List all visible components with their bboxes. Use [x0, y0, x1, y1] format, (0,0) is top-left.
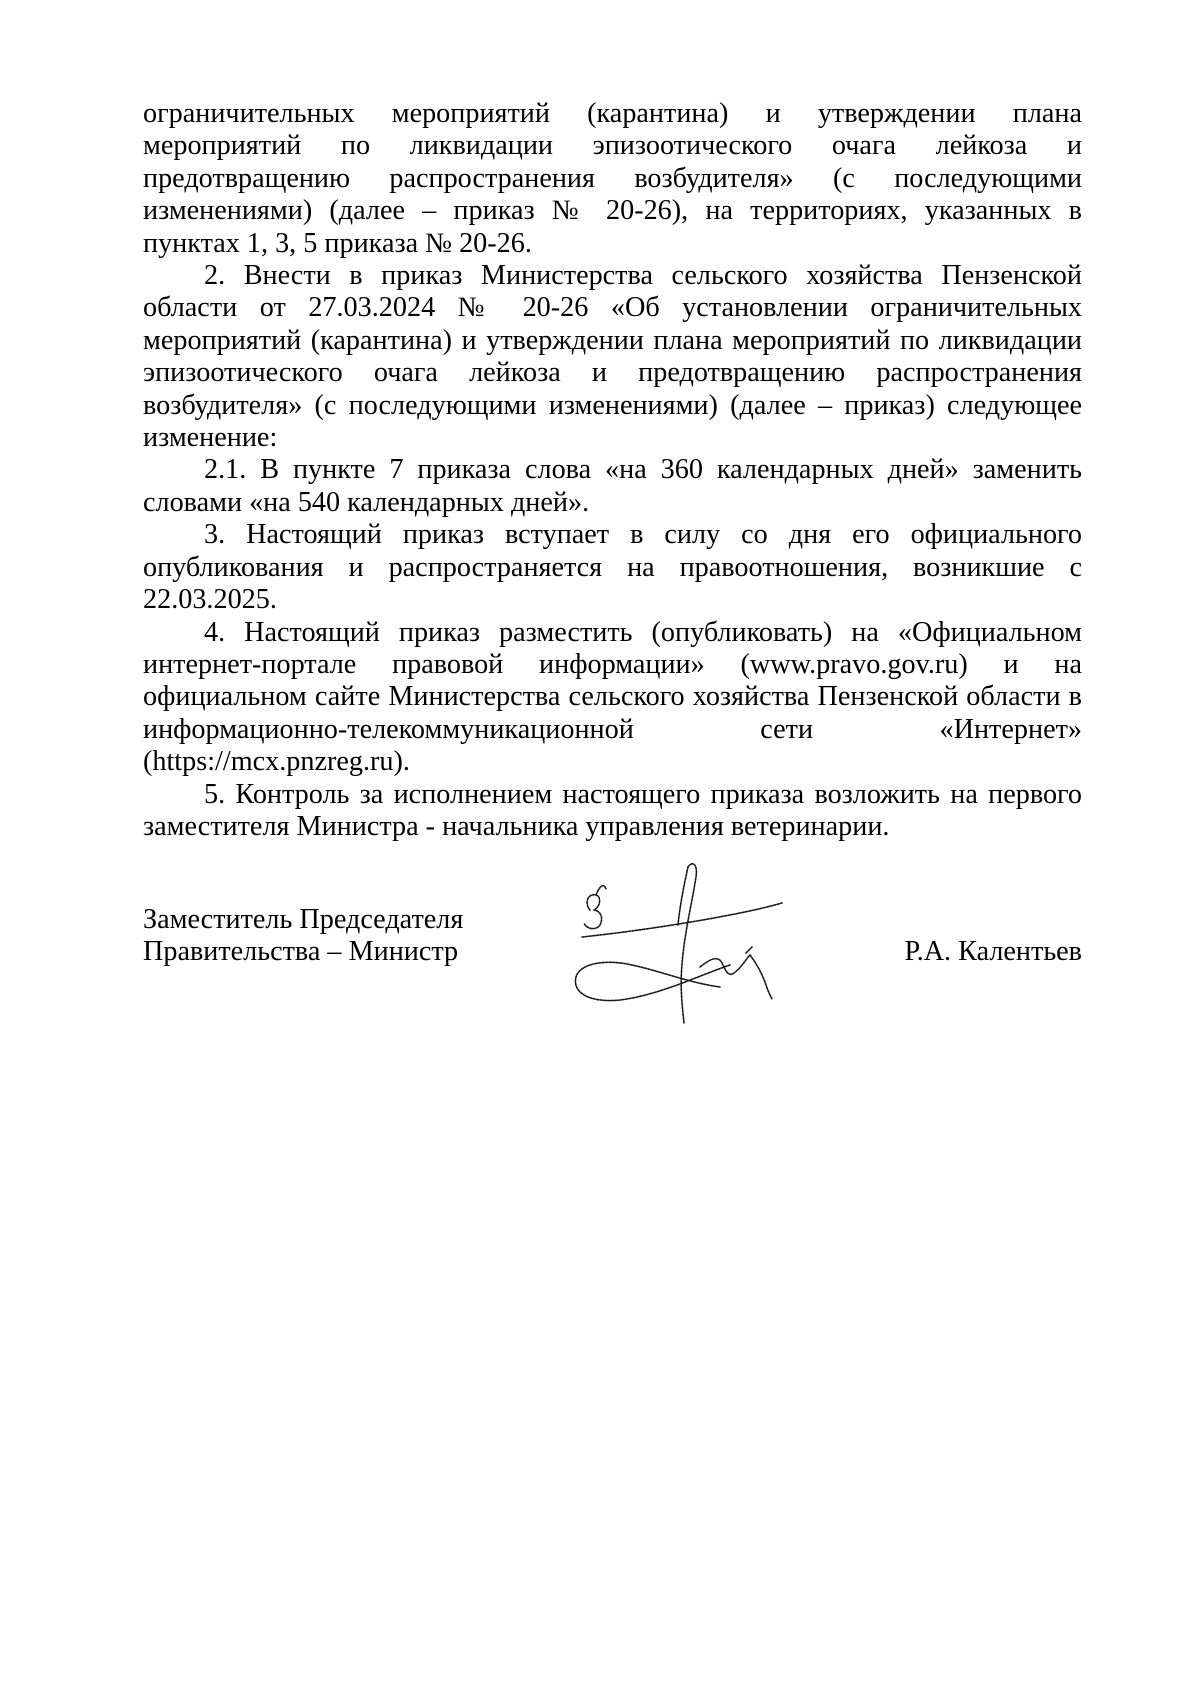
signer-name: Р.А. Калентьев: [904, 936, 1082, 968]
paragraph-item-2-1: 2.1. В пункте 7 приказа слова «на 360 календарных дней» заменить словами «на 540 календарных дней».: [143, 454, 1082, 518]
paragraph-item-3: 3. Настоящий приказ вступает в силу со дня его официального опубликования и распространяется на правоотношения, возникшие с 22.03.2025.: [143, 519, 1082, 616]
paragraph-item-2: 2. Внести в приказ Министерства сельского хозяйства Пензенской области от 27.03.2024 № 20-26 «Об установлении ограничительных мероприятий (карантина) и утверждении плана мероприятий по ликвидации эпизоотического очага лейкоза и предотвращению распространения возбудителя» (с последующими изменениями) (далее – приказ) следующее изменение:: [143, 260, 1082, 454]
signer-position: [143, 904, 563, 969]
handwritten-signature: [570, 855, 820, 1030]
signer-position-line-2: Правительства – Министр: [143, 936, 459, 968]
signer-position-line-1: Заместитель Председателя: [143, 904, 464, 935]
document-body: [143, 98, 1082, 843]
paragraph-continuation: ограничительных мероприятий (карантина) и утверждении плана мероприятий по ликвидации эпизоотического очага лейкоза и предотвращению распространения возбудителя» (с последующими изменениями) (далее – приказ № 20-26), на территориях, указанных в пунктах 1, 3, 5 приказа № 20-26.: [143, 98, 1082, 259]
paragraph-item-5: 5. Контроль за исполнением настоящего приказа возложить на первого заместителя Министра - начальника управления ветеринарии.: [143, 778, 1082, 842]
paragraph-item-4: 4. Настоящий приказ разместить (опубликовать) на «Официальном интернет-портале правовой информации» (www.pravo.gov.ru) и на официальном сайте Министерства сельского хозяйства Пензенской области в информационно-телекоммуникационной сети «Интернет» (https://mcx.pnzreg.ru).: [143, 616, 1082, 778]
